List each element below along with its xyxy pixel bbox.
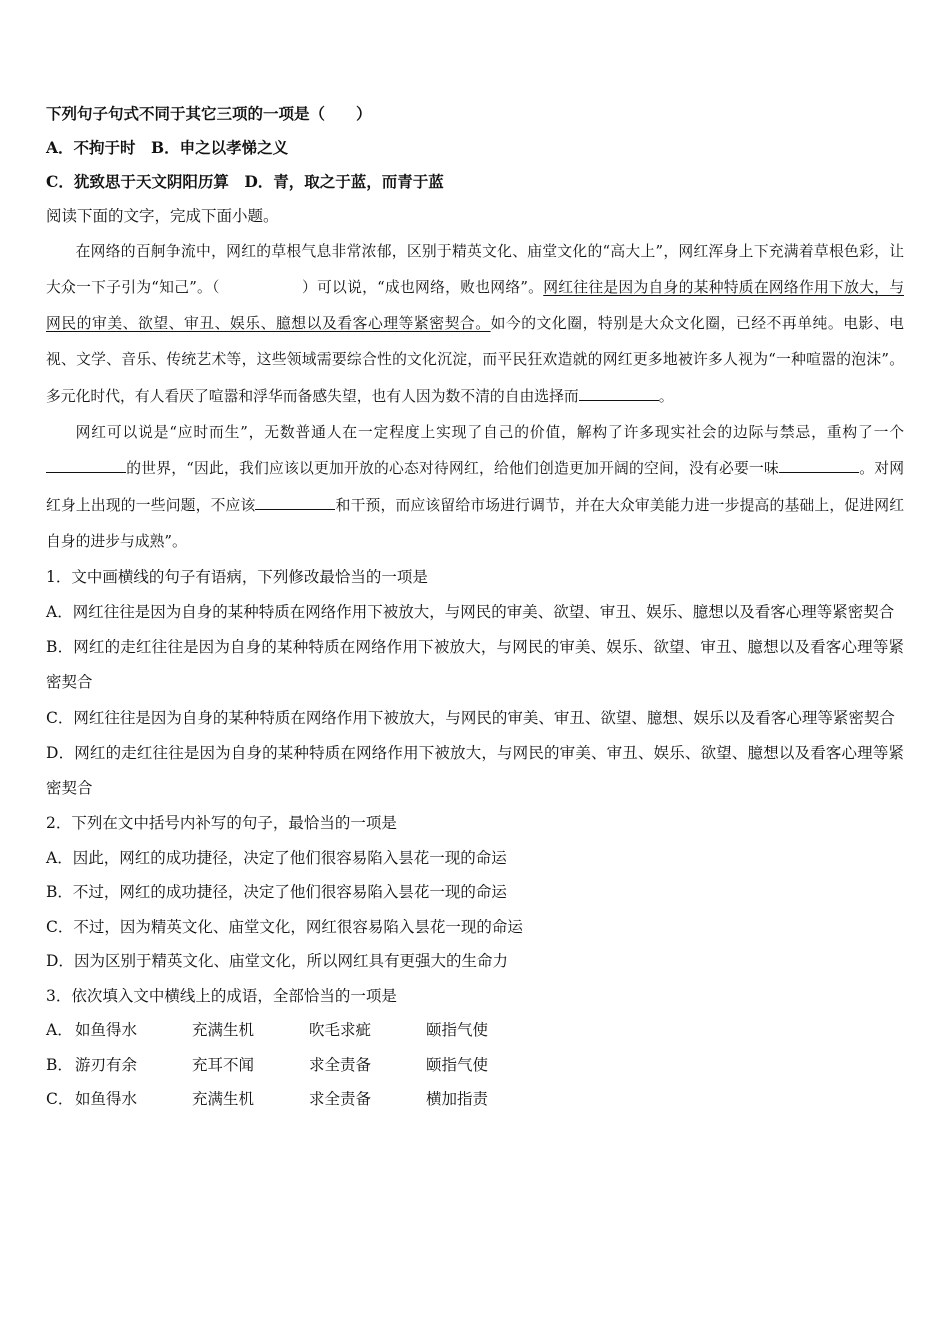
passage-text: 。对网红身上出现的一些问题，不应该 xyxy=(46,460,904,514)
q1-stem: 1．文中画横线的句子有语病，下列修改最恰当的一项是 xyxy=(46,568,428,587)
options-ab: A．不拘于时 B．申之以孝悌之义 xyxy=(46,138,289,157)
q2-option-c xyxy=(46,910,904,945)
reading-intro: 阅读下面的文字，完成下面小题。 xyxy=(46,207,279,225)
idiom-3: 吹毛求疵 xyxy=(309,1021,372,1040)
option-text: 网红的走红往往是因为自身的某种特质在网络作用下被放大，与网民的审美、审丑、娱乐、欲望、臆想以及看客心理等紧密契合 xyxy=(46,743,904,798)
q2-option-d xyxy=(46,944,904,979)
passage-text: 。 xyxy=(658,387,674,405)
passage-paragraph-2 xyxy=(46,415,904,560)
option-label: B． xyxy=(46,883,73,902)
q3-option-a xyxy=(46,1013,904,1048)
fill-blank-3 xyxy=(779,457,859,473)
q2-option-a xyxy=(46,841,904,876)
idiom-1: 如鱼得水 xyxy=(75,1090,138,1109)
idiom-1: 游刃有余 xyxy=(75,1055,138,1074)
q3-option-c xyxy=(46,1082,904,1117)
idiom-2: 充满生机 xyxy=(192,1021,255,1040)
idiom-3: 求全责备 xyxy=(309,1090,372,1109)
option-label: B． xyxy=(46,1055,73,1074)
idiom-3: 求全责备 xyxy=(309,1055,372,1074)
option-label: A． xyxy=(46,1021,73,1040)
q3-stem: 3．依次填入文中横线上的成语，全部恰当的一项是 xyxy=(46,986,397,1005)
option-label: A． xyxy=(46,848,73,867)
passage-text: ）可以说，“成也网络，败也网络”。 xyxy=(301,278,544,296)
option-text: 不过，网红的成功捷径，决定了他们很容易陷入昙花一现的命运 xyxy=(72,883,507,902)
passage-paragraph-1 xyxy=(46,234,904,415)
option-label: D． xyxy=(46,743,75,762)
option-text: 不过，因为精英文化、庙堂文化，网红很容易陷入昙花一现的命运 xyxy=(73,917,523,936)
fill-blank-1 xyxy=(579,385,659,401)
option-label: C． xyxy=(46,1090,74,1109)
option-text: 网红的走红往往是因为自身的某种特质在网络作用下被放大，与网民的审美、娱乐、欲望、审丑、臆想以及看客心理等紧密契合 xyxy=(46,637,904,692)
option-text: 网红往往是因为自身的某种特质在网络作用下被放大，与网民的审美、审丑、欲望、臆想、娱乐以及看客心理等紧密契合 xyxy=(73,708,895,727)
idiom-4: 颐指气使 xyxy=(426,1055,489,1074)
idiom-4: 横加指责 xyxy=(426,1090,489,1109)
q2-option-b xyxy=(46,875,904,910)
option-label: C． xyxy=(46,917,74,936)
options-cd: C．犹致思于天文阴阳历算 D．青，取之于蓝，而青于蓝 xyxy=(46,172,444,191)
question-stem: 下列句子句式不同于其它三项的一项是（ ） xyxy=(46,104,372,123)
fill-blank-2 xyxy=(46,457,126,473)
option-text: 网红往往是因为自身的某种特质在网络作用下被放大，与网民的审美、欲望、审丑、娱乐、臆想以及看客心理等紧密契合 xyxy=(72,602,895,621)
q1-option-a xyxy=(46,595,904,630)
fill-blank-4 xyxy=(255,494,335,510)
option-text: 因为区别于精英文化、庙堂文化，所以网红具有更强大的生命力 xyxy=(73,952,508,971)
idiom-4: 颐指气使 xyxy=(426,1021,489,1040)
passage-text: 和干预，而应该留给市场进行调节，并在大众审美能力进一步提高的基础上，促进网红自身的进步与成熟”。 xyxy=(46,496,904,550)
passage-text: 网红可以说是“应时而生”，无数普通人在一定程度上实现了自己的价值，解构了许多现实社会的边际与禁忌，重构了一个 xyxy=(75,423,904,441)
q3-option-b xyxy=(46,1048,904,1083)
idiom-2: 充耳不闻 xyxy=(192,1055,255,1074)
q1-option-d xyxy=(46,736,904,807)
passage-text: 在网络的百舸争流中，网红的草根气息非常浓郁，区别于精英文化、庙堂文化的“高大上”，网红浑身上下充满着草根色彩，让大众一下子引为“知己”。（ xyxy=(46,242,904,296)
underlined-sentence: 网红往往是因为自身的某种特质在网络作用下放大，与网民的审美、欲望、审丑、娱乐、臆想以及看客心理等紧密契合。 xyxy=(46,278,904,333)
option-label: C． xyxy=(46,708,74,727)
passage-text: 的世界，“因此，我们应该以更加开放的心态对待网红，给他们创造更加开阔的空间，没有必要一味 xyxy=(126,460,779,478)
q1-option-c xyxy=(46,701,904,736)
passage-text: 如今的文化圈，特别是大众文化圈，已经不再单纯。电影、电视、文学、音乐、传统艺术等，这些领域需要综合性的文化沉淀，而平民狂欢造就的网红更多地被许多人视为“一种喧嚣的泡沫”。多元化时代，有人看厌了喧嚣和浮华而备感失望，也有人因为数不清的自由选择而 xyxy=(46,315,904,405)
option-label: B． xyxy=(46,637,74,656)
option-label: A． xyxy=(46,602,73,621)
option-label: D． xyxy=(46,952,74,971)
idiom-1: 如鱼得水 xyxy=(75,1021,138,1040)
idiom-2: 充满生机 xyxy=(192,1090,255,1109)
option-text: 因此，网红的成功捷径，决定了他们很容易陷入昙花一现的命运 xyxy=(72,848,507,867)
q1-option-b xyxy=(46,630,904,701)
q2-stem: 2．下列在文中括号内补写的句子，最恰当的一项是 xyxy=(46,814,397,833)
